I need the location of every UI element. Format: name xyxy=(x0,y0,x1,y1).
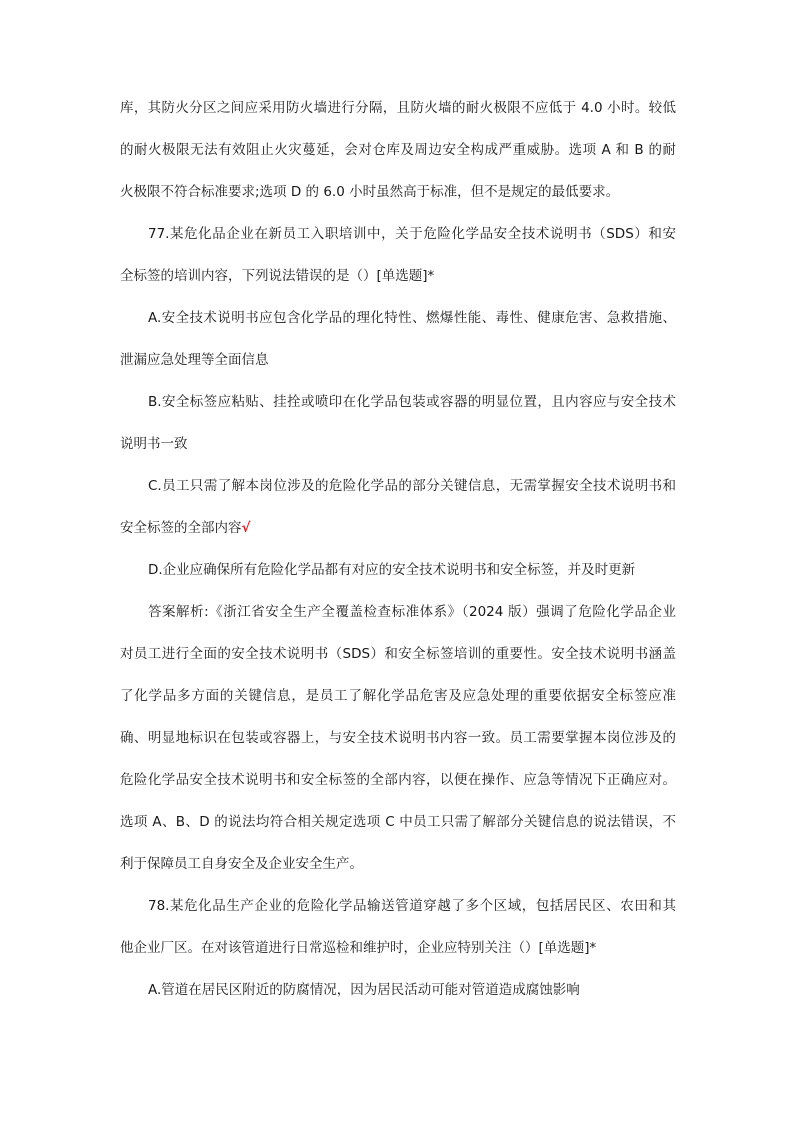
question-78-stem: 78.某危化品生产企业的危险化学品输送管道穿越了多个区域，包括居民区、农田和其 xyxy=(148,898,676,914)
question-78-stem-cont: 他企业厂区。在对该管道进行日常巡检和维护时，企业应特别关注（）[单选题]* xyxy=(120,940,597,956)
answer-analysis-line: 选项 A、B、D 的说法均符合相关规定选项 C 中员工只需了解部分关键信息的说法错误，不 xyxy=(120,814,676,830)
answer-analysis-line: 利于保障员工自身安全及企业安全生产。 xyxy=(120,856,363,872)
text-line: 的耐火极限无法有效阻止火灾蔓延，会对仓库及周边安全构成严重威胁。选项 A 和 B 的耐 xyxy=(120,142,676,158)
answer-analysis-line: 了化学品多方面的关键信息，是员工了解化学品危害及应急处理的重要依据安全标签应准 xyxy=(120,688,676,704)
question-77-stem: 77.某危化品企业在新员工入职培训中，关于危险化学品安全技术说明书（SDS）和安 xyxy=(148,226,676,242)
answer-analysis-line: 确、明显地标识在包装或容器上，与安全技术说明书内容一致。员工需要掌握本岗位涉及的 xyxy=(120,730,676,746)
document-page xyxy=(120,98,676,1022)
question-77-option-c: C.员工只需了解本岗位涉及的危险化学品的部分关键信息，无需掌握安全技术说明书和 xyxy=(148,478,676,494)
correct-mark-icon: √ xyxy=(241,520,251,536)
text-line: 火极限不符合标准要求;选项 D 的 6.0 小时虽然高于标准，但不是规定的最低要求。 xyxy=(120,184,620,200)
text-line: 库，其防火分区之间应采用防火墙进行分隔，且防火墙的耐火极限不应低于 4.0 小时。较低 xyxy=(120,100,676,116)
question-77-option-b: B.安全标签应粘贴、挂拴或喷印在化学品包装或容器的明显位置，且内容应与安全技术 xyxy=(148,394,676,410)
question-77-option-c-cont xyxy=(120,518,676,538)
option-c-text: 安全标签的全部内容 xyxy=(120,520,242,536)
question-77-option-a: A.安全技术说明书应包含化学品的理化特性、燃爆性能、毒性、健康危害、急救措施、 xyxy=(148,310,676,326)
answer-analysis-line: 答案解析:《浙江省安全生产全覆盖检查标准体系》（2024 版）强调了危险化学品企业 xyxy=(148,604,676,620)
question-78-option-a: A.管道在居民区附近的防腐情况，因为居民活动可能对管道造成腐蚀影响 xyxy=(148,982,580,998)
question-77-option-b-cont: 说明书一致 xyxy=(120,436,188,452)
answer-analysis-line: 对员工进行全面的安全技术说明书（SDS）和安全标签培训的重要性。安全技术说明书涵盖 xyxy=(120,646,676,662)
question-77-option-a-cont: 泄漏应急处理等全面信息 xyxy=(120,352,269,368)
answer-analysis-line: 危险化学品安全技术说明书和安全标签的全部内容，以便在操作、应急等情况下正确应对。 xyxy=(120,772,676,788)
question-77-option-d: D.企业应确保所有危险化学品都有对应的安全技术说明书和安全标签，并及时更新 xyxy=(148,562,636,578)
question-77-stem-cont: 全标签的培训内容，下列说法错误的是（）[单选题]* xyxy=(120,268,435,284)
